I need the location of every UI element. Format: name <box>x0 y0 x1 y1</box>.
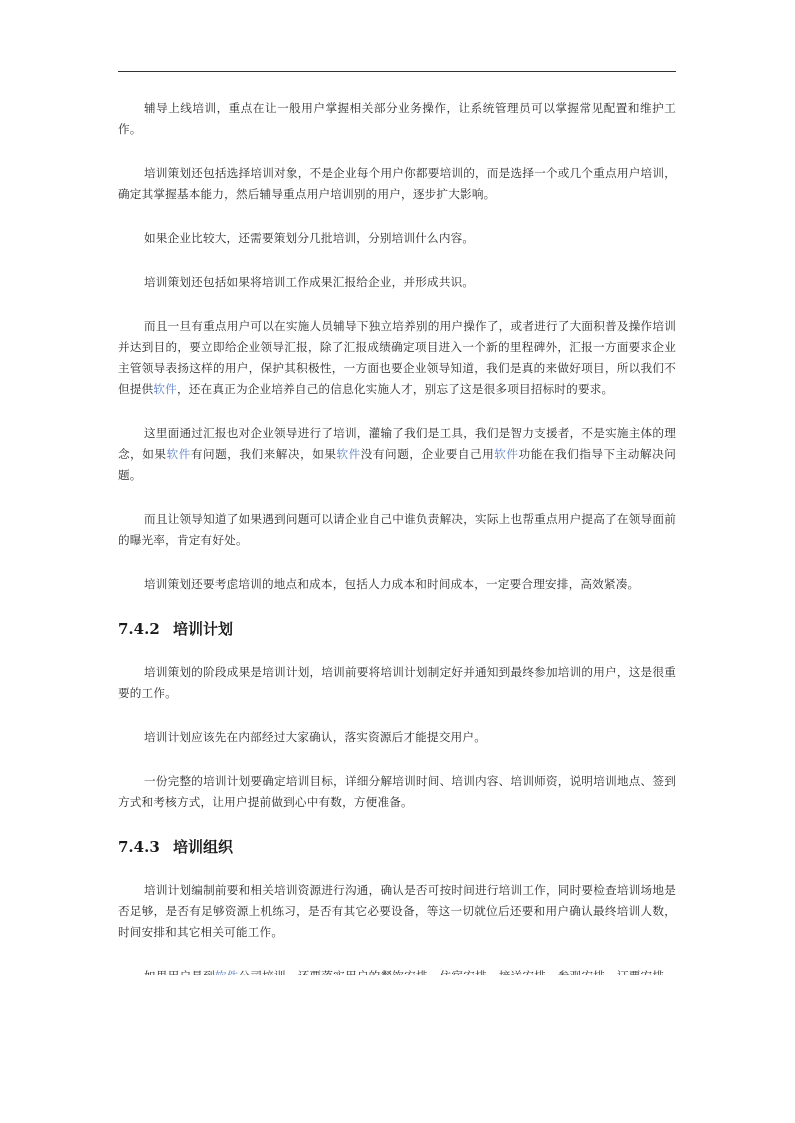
paragraph-text: 有问题，我们来解决，如果 <box>190 447 337 461</box>
paragraph <box>118 272 676 293</box>
document-body <box>118 98 676 1031</box>
paragraph <box>118 98 676 140</box>
paragraph-text: 培训计划应该先在内部经过大家确认，落实资源后才能提交用户。 <box>144 730 487 744</box>
paragraph-group-training-planning <box>118 98 676 595</box>
paragraph <box>118 316 676 400</box>
paragraph <box>118 163 676 205</box>
section-number: 7.4.2 <box>118 620 160 638</box>
paragraph <box>118 228 676 249</box>
paragraph-text: 这里面通过汇报也对企业领导进行了培训，灌输了我们是工具，我们是智力支援者，不是实施主体的理念，如果 <box>118 426 676 461</box>
paragraph-text: 辅导上线培训，重点在让一般用户掌握相关部分业务操作，让系统管理员可以掌握常见配置和维护工作。 <box>118 101 676 136</box>
paragraph-text: 如果企业比较大，还需要策划分几批培训，分别培训什么内容。 <box>144 231 475 245</box>
paragraph <box>118 574 676 595</box>
paragraph-text: 而且让领导知道了如果遇到问题可以请企业自己中谁负责解决，实际上也帮重点用户提高了在领导面前的曝光率，肯定有好处。 <box>118 512 676 547</box>
section-heading-7-4-2 <box>118 618 676 640</box>
paragraph <box>118 771 676 813</box>
paragraph-text: 没有问题，企业要自己用 <box>360 447 495 461</box>
paragraph-text: 培训策划还要考虑培训的地点和成本，包括人力成本和时间成本，一定要合理安排，高效紧凑。 <box>144 577 640 591</box>
paragraph <box>118 509 676 551</box>
paragraph <box>118 662 676 704</box>
header-rule <box>118 71 676 72</box>
paragraph-text: 培训策划的阶段成果是培训计划，培训前要将培训计划制定好并通知到最终参加培训的用户，这是很重要的工作。 <box>118 665 676 700</box>
paragraph-text: 培训策划还包括如果将培训工作成果汇报给企业，并形成共识。 <box>144 275 475 289</box>
section-title: 培训计划 <box>173 620 234 638</box>
paragraph-group-training-plan <box>118 662 676 813</box>
page-bottom-mask <box>118 975 676 1015</box>
paragraph-text: ，还在真正为企业培养自己的信息化实施人才，别忘了这是很多项目招标时的要求。 <box>176 382 614 396</box>
paragraph-text: 一份完整的培训计划要确定培训目标，详细分解培训时间、培训内容、培训师资，说明培训地点、签到方式和考核方式，让用户提前做到心中有数，方便准备。 <box>118 774 676 809</box>
software-link[interactable]: 软件 <box>166 447 191 461</box>
section-heading-7-4-3 <box>118 836 676 858</box>
section-title: 培训组织 <box>173 838 234 856</box>
paragraph-text: 培训计划编制前要和相关培训资源进行沟通，确认是否可按时间进行培训工作，同时要检查培训场地是否足够，是否有足够资源上机练习，是否有其它必要设备，等这一切就位后还要和用户确认最终培训人数，时间安排和其它相关可能工作。 <box>118 883 676 939</box>
section-number: 7.4.3 <box>118 838 160 856</box>
paragraph <box>118 423 676 486</box>
paragraph <box>118 727 676 748</box>
software-link[interactable]: 软件 <box>153 382 177 396</box>
software-link[interactable]: 软件 <box>494 447 519 461</box>
paragraph-text: 而且一旦有重点用户可以在实施人员辅导下独立培养别的用户操作了，或者进行了大面积普及操作培训并达到目的，要立即给企业领导汇报，除了汇报成绩确定项目进入一个新的里程碑外，汇报一方面要求企业主管领导表扬这样的用户，保护其积极性，一方面也要企业领导知道，我们是真的来做好项目，所以我们不但提供 <box>118 319 676 396</box>
paragraph-text: 培训策划还包括选择培训对象，不是企业每个用户你都要培训的，而是选择一个或几个重点用户培训，确定其掌握基本能力，然后辅导重点用户培训别的用户，逐步扩大影响。 <box>118 166 676 201</box>
paragraph <box>118 880 676 943</box>
paragraph-text: 功能在我们指导下主动解决问题。 <box>118 447 677 482</box>
software-link[interactable]: 软件 <box>336 447 361 461</box>
